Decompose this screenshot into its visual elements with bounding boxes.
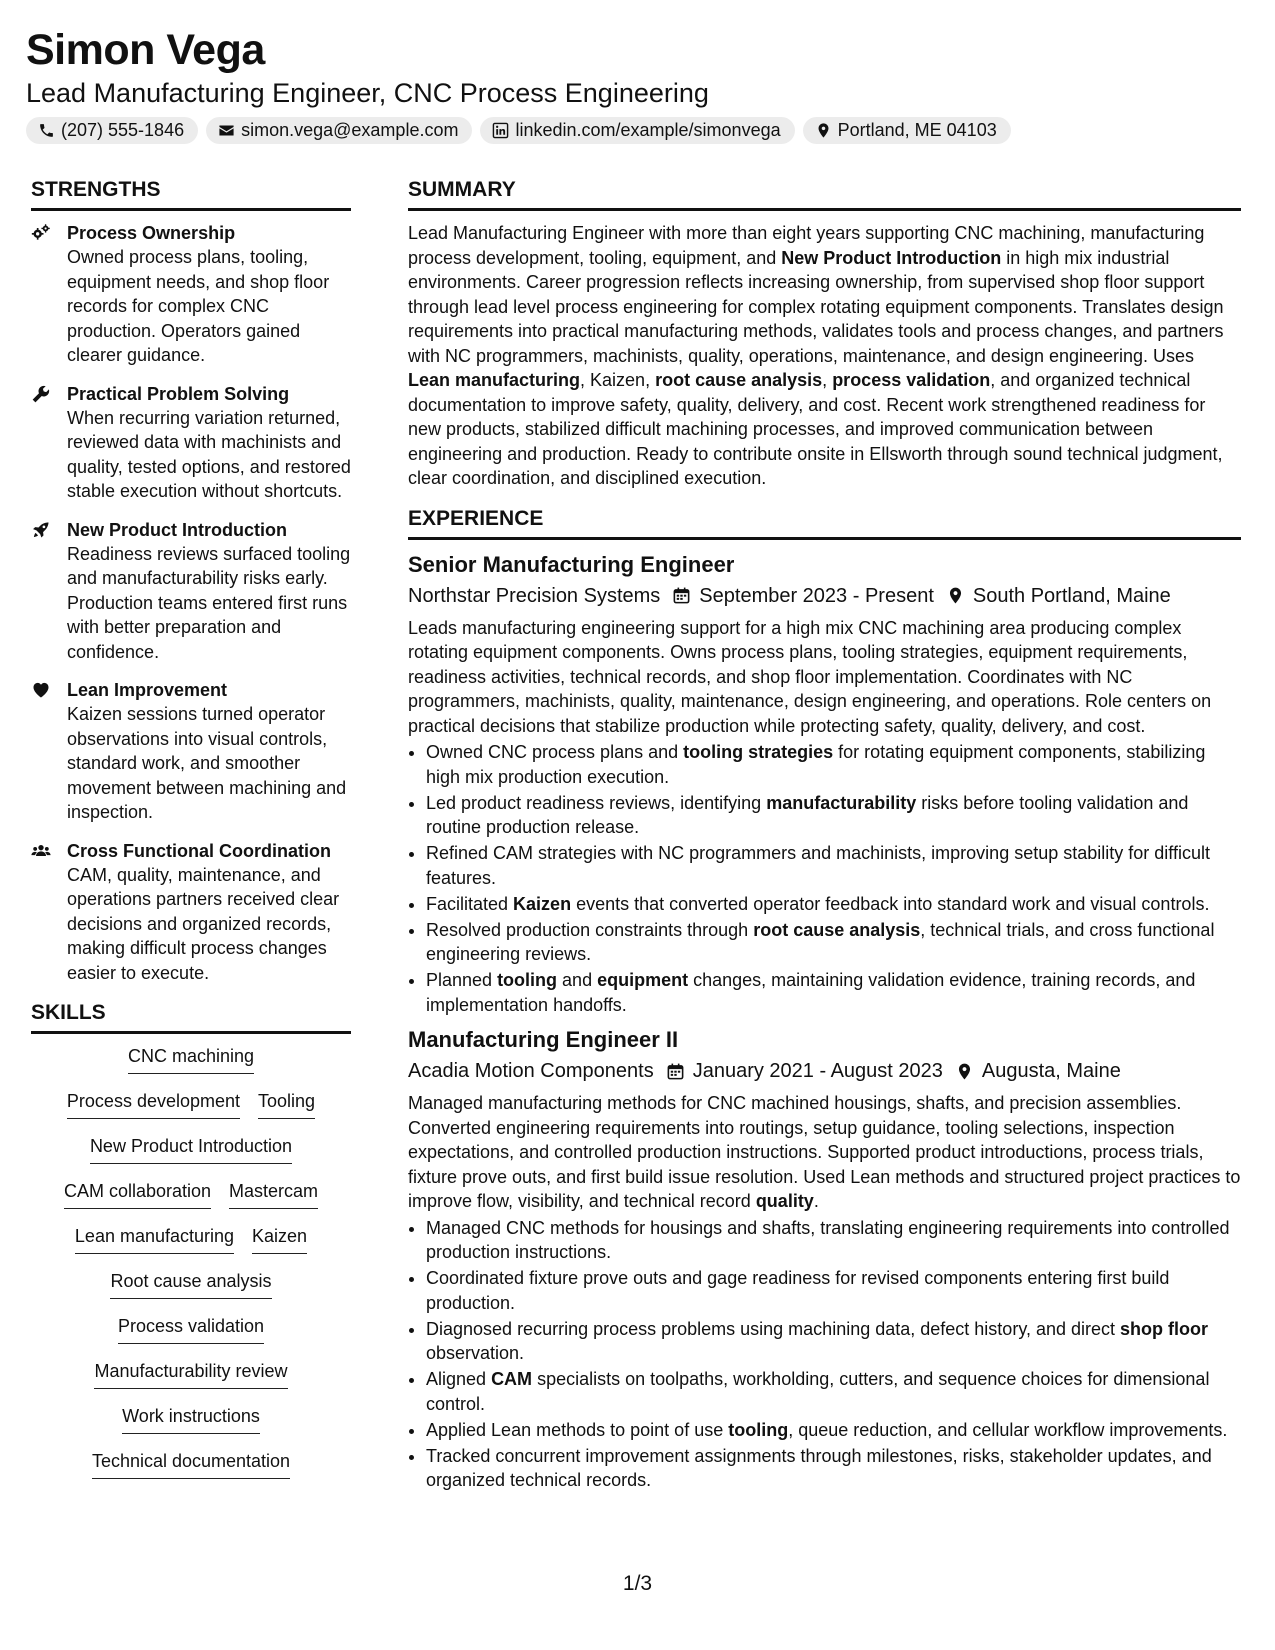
- job-bullet: • Planned tooling and equipment changes, maintaining validation evidence, training records, and implementation handoffs.: [426, 968, 1241, 1017]
- candidate-name: Simon Vega: [26, 26, 265, 74]
- skill-tag: Root cause analysis: [110, 1269, 271, 1299]
- skill-tag: Mastercam: [229, 1179, 318, 1209]
- strengths-heading: STRENGTHS: [31, 176, 351, 211]
- strength-item: [31, 382, 351, 504]
- job-entry: [408, 1025, 1241, 1493]
- strength-item: [31, 839, 351, 986]
- job-bullet: • Owned CNC process plans and tooling strategies for rotating equipment components, stabilizing high mix production execution.: [426, 740, 1241, 789]
- skill-tag: Lean manufacturing: [75, 1224, 234, 1254]
- skill-tag: Work instructions: [122, 1404, 260, 1434]
- summary-heading: SUMMARY: [408, 176, 1241, 211]
- job-company: Northstar Precision Systems: [408, 584, 661, 607]
- job-bullets: [408, 1216, 1241, 1493]
- contact-phone[interactable]: [26, 117, 198, 144]
- contact-bar: [26, 117, 1249, 144]
- map-pin-icon: [955, 1062, 974, 1081]
- job-bullet: • Led product readiness reviews, identifying manufacturability risks before tooling validation and routine production release.: [426, 791, 1241, 840]
- skill-tag: Manufacturability review: [94, 1359, 287, 1389]
- envelope-icon: [218, 122, 235, 139]
- linkedin-icon: [492, 122, 509, 139]
- job-dates: September 2023 - Present: [699, 584, 934, 607]
- map-pin-icon: [815, 122, 832, 139]
- page-number: 1/3: [622, 1572, 653, 1595]
- strength-desc: When recurring variation returned, reviewed data with machinists and quality, tested options, and restored stable execution without shortcuts.: [67, 407, 351, 501]
- rocket-icon: [31, 520, 51, 540]
- strength-title: Process Ownership: [67, 223, 236, 243]
- contact-email-text: simon.vega@example.com: [241, 120, 459, 140]
- phone-icon: [38, 122, 55, 139]
- skills-heading: SKILLS: [31, 999, 351, 1034]
- job-bullet: • Diagnosed recurring process problems using machining data, defect history, and direct shop floor observation.: [426, 1317, 1241, 1366]
- job-bullets: [408, 740, 1241, 1017]
- job-bullet: • Resolved production constraints through root cause analysis, technical trials, and cross functional engineering reviews.: [426, 918, 1241, 967]
- job-bullet: • Coordinated fixture prove outs and gage readiness for revised components entering first build production.: [426, 1266, 1241, 1315]
- job-bullet: • Applied Lean methods to point of use tooling, queue reduction, and cellular workflow improvements.: [426, 1418, 1241, 1443]
- job-bullet: • Facilitated Kaizen events that converted operator feedback into standard work and visual controls.: [426, 892, 1241, 917]
- job-meta: [408, 582, 1241, 610]
- strength-title: New Product Introduction: [67, 519, 287, 540]
- strength-desc: Kaizen sessions turned operator observations into visual controls, standard work, and smoother movement between machining and inspection.: [67, 704, 347, 822]
- wrench-icon: [31, 384, 51, 404]
- skill-tag: Technical documentation: [92, 1449, 290, 1479]
- left-column: [31, 176, 351, 1494]
- job-title: Senior Manufacturing Engineer: [408, 551, 735, 577]
- job-bullet: • Refined CAM strategies with NC programmers and machinists, improving setup stability for difficult features.: [426, 841, 1241, 890]
- contact-linkedin[interactable]: [480, 117, 794, 144]
- job-bullet: • Tracked concurrent improvement assignments through milestones, risks, stakeholder updates, and organized technical records.: [426, 1444, 1241, 1493]
- job-description: Leads manufacturing engineering support for a high mix CNC machining area producing complex rotating equipment components. Owns process plans, tooling strategies, equipment requirements, readiness activities, technical records, and shop floor implementation. Coordinates with NC programmers, machinists, quality, maintenance, design engineering, and operations. Role centers on practical decisions that stabilize production while protecting safety, quality, delivery, and cost.: [408, 617, 1212, 736]
- job-meta: [408, 1057, 1241, 1085]
- heart-icon: [31, 680, 51, 700]
- summary-text: Lead Manufacturing Engineer with more than eight years supporting CNC machining, manufacturing process development, tooling, equipment, and New Product Introduction in high mix industrial environments. Career progression reflects increasing ownership, from supervised shop floor support through lead level process engineering for complex rotating equipment components. Translates design requirements into practical manufacturing methods, validates tools and process changes, and partners with NC programmers, machinists, quality, operations, maintenance, and design engineering. Uses Lean manufacturing, Kaizen, root cause analysis, process validation, and organized technical documentation to improve safety, quality, delivery, and cost. Recent work strengthened readiness for new products, stabilized difficult machining processes, and improved communication between engineering and production. Ready to contribute onsite in Ellsworth through sound technical judgment, clear coordination, and disciplined execution.: [408, 223, 1224, 488]
- job-entry: [408, 550, 1241, 1018]
- skill-tag: Kaizen: [252, 1224, 307, 1254]
- job-description: Managed manufacturing methods for CNC machined housings, shafts, and precision assemblies. Converted engineering requirements into routings, setup guidance, tooling selections, inspection expectations, and controlled production instructions. Supported product introductions, process trials, fixture prove outs, and first build issue resolution. Used Lean methods and structured project practices to improve flow, visibility, and technical record quality.: [408, 1093, 1241, 1211]
- calendar-icon: [672, 586, 691, 605]
- contact-location-text: Portland, ME 04103: [837, 120, 997, 140]
- skill-tag: CAM collaboration: [64, 1179, 211, 1209]
- strength-desc: Readiness reviews surfaced tooling and manufacturability risks early. Production teams entered first runs with better preparation and confidence.: [67, 543, 351, 662]
- experience-heading: EXPERIENCE: [408, 505, 1241, 540]
- map-pin-icon: [946, 586, 965, 605]
- candidate-title: Lead Manufacturing Engineer, CNC Process Engineering: [26, 78, 709, 108]
- strength-desc: Owned process plans, tooling, equipment needs, and shop floor records for complex CNC production. Operators gained clearer guidance.: [67, 247, 330, 365]
- right-column: [408, 176, 1241, 1501]
- strength-item: [31, 221, 351, 368]
- strength-item: [31, 518, 351, 665]
- strength-title: Practical Problem Solving: [67, 383, 290, 404]
- users-icon: [31, 841, 51, 861]
- skill-tag: Process development: [67, 1089, 240, 1119]
- job-location: South Portland, Maine: [972, 584, 1171, 607]
- job-title: Manufacturing Engineer II: [408, 1027, 679, 1052]
- job-dates: January 2021 - August 2023: [692, 1060, 943, 1082]
- job-bullet: • Managed CNC methods for housings and shafts, translating engineering requirements into controlled production instructions.: [426, 1216, 1241, 1265]
- strength-desc: CAM, quality, maintenance, and operations partners received clear decisions and organized records, making difficult process changes easier to execute.: [67, 864, 340, 983]
- contact-email[interactable]: [206, 117, 472, 144]
- job-company: Acadia Motion Components: [408, 1060, 654, 1082]
- strength-item: [31, 678, 351, 825]
- strength-title: Cross Functional Coordination: [67, 840, 331, 861]
- contact-linkedin-text: linkedin.com/example/simonvega: [515, 120, 781, 140]
- contact-location: [803, 117, 1011, 144]
- gears-icon: [31, 223, 51, 243]
- resume-header: [26, 22, 1249, 144]
- job-location: Augusta, Maine: [981, 1060, 1121, 1082]
- contact-phone-text: (207) 555-1846: [61, 120, 185, 140]
- strength-title: Lean Improvement: [67, 680, 228, 700]
- job-bullet: • Aligned CAM specialists on toolpaths, workholding, cutters, and sequence choices for dimensional control.: [426, 1367, 1241, 1416]
- skill-tag: Tooling: [258, 1089, 315, 1119]
- skill-tag: Process validation: [118, 1314, 264, 1344]
- skills-list: [31, 1044, 351, 1494]
- skill-tag: CNC machining: [128, 1044, 254, 1074]
- calendar-icon: [666, 1062, 685, 1081]
- skill-tag: New Product Introduction: [90, 1134, 292, 1164]
